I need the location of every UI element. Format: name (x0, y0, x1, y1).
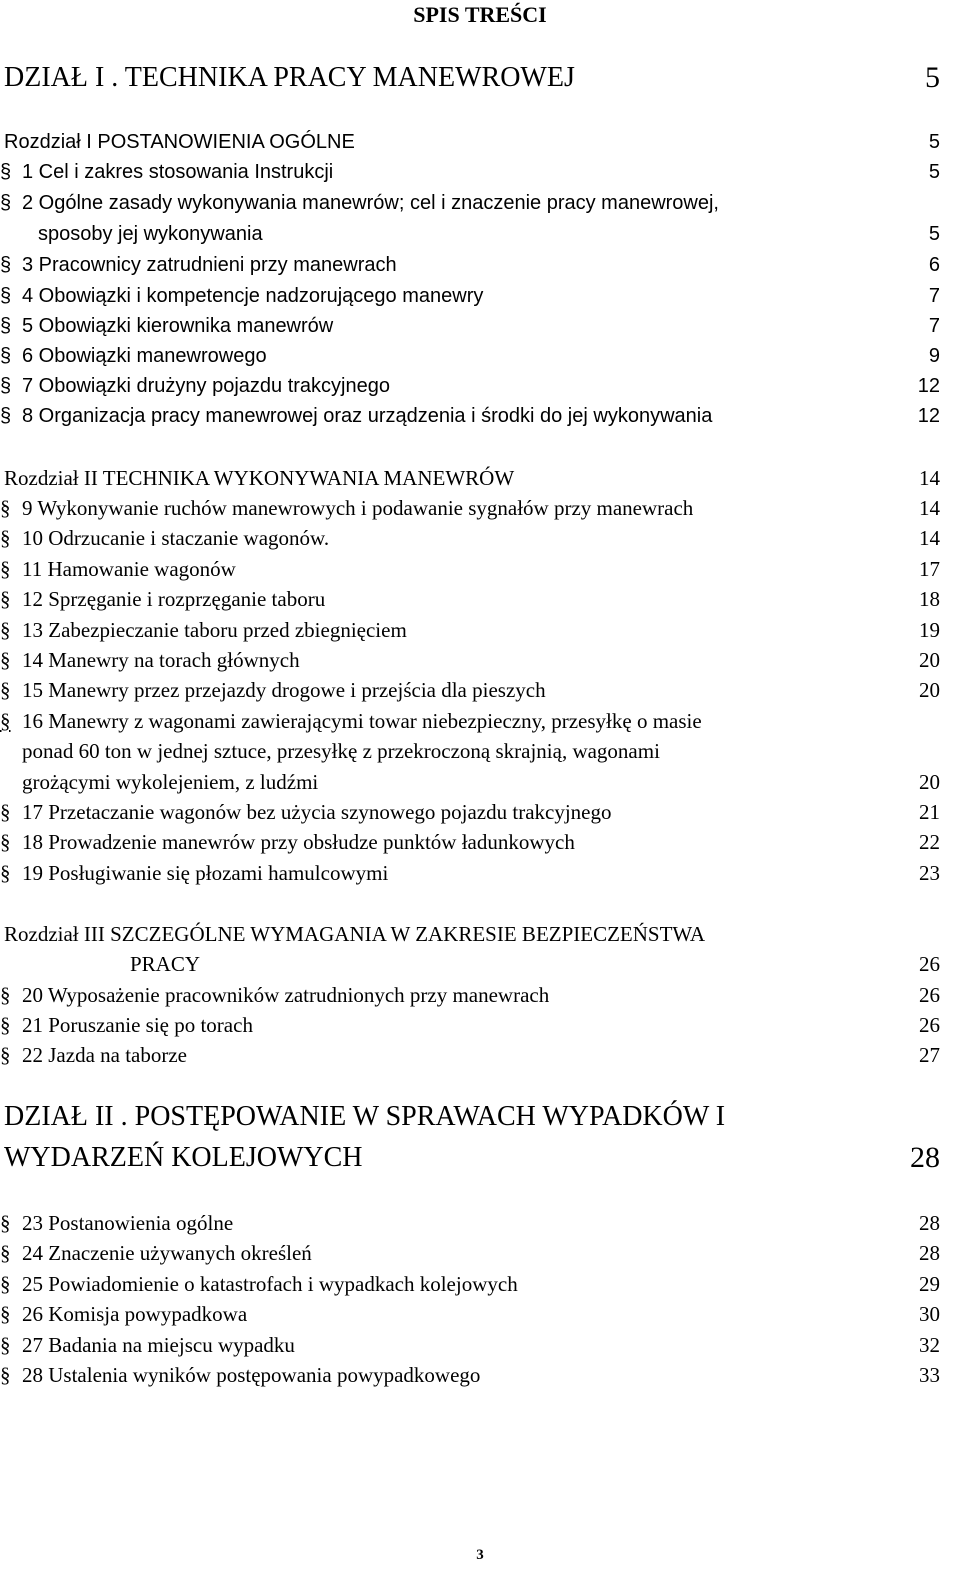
chapter-heading-text: Rozdział II TECHNIKA WYKONYWANIA MANEWRÓW (4, 466, 515, 490)
toc-entry[interactable] (0, 1333, 960, 1358)
section-symbol: § (0, 1333, 11, 1357)
entry-page: 28 (919, 1241, 940, 1265)
toc-entry[interactable] (0, 374, 960, 398)
entry-text: 16 Manewry z wagonami zawierającymi towar niebezpieczny, przesyłkę o masie (22, 709, 702, 733)
toc-entry[interactable] (0, 1043, 960, 1068)
chapter-heading-text: Rozdział I POSTANOWIENIA OGÓLNE (4, 131, 355, 153)
entry-text: ponad 60 ton w jednej sztuce, przesyłkę z przekroczoną skrajnią, wagonami (22, 739, 660, 763)
toc-entry[interactable] (0, 557, 960, 582)
entry-text: sposoby jej wykonywania (38, 223, 263, 245)
entry-page: 26 (919, 1013, 940, 1037)
entry-text: 1 Cel i zakres stosowania Instrukcji (22, 161, 334, 183)
chapter-heading (0, 130, 960, 154)
toc-entry[interactable] (0, 618, 960, 643)
part-heading-text: WYDARZEŃ KOLEJOWYCH (4, 1142, 363, 1173)
toc-entry[interactable] (0, 830, 960, 855)
part-heading (0, 1100, 960, 1134)
entry-page: 12 (917, 405, 940, 427)
entry-page: 14 (919, 526, 940, 550)
entry-page: 21 (919, 800, 940, 824)
entry-page: 17 (919, 557, 940, 581)
section-symbol: § (0, 526, 11, 550)
section-symbol: § (0, 1211, 11, 1235)
entry-text: 20 Wyposażenie pracowników zatrudnionych przy manewrach (22, 983, 550, 1007)
section-symbol: § (0, 315, 12, 337)
toc-entry[interactable] (0, 1211, 960, 1236)
section-symbol: § (0, 161, 12, 183)
entry-page: 30 (919, 1302, 940, 1326)
toc-entry[interactable] (0, 678, 960, 703)
entry-text: 5 Obowiązki kierownika manewrów (22, 315, 334, 337)
section-symbol: § (0, 800, 11, 824)
entry-page: 32 (919, 1333, 940, 1357)
chapter-heading-page: 14 (919, 466, 940, 490)
toc-entry-continuation[interactable] (0, 770, 960, 795)
toc-entry[interactable] (0, 1302, 960, 1327)
section-symbol: § (0, 557, 11, 581)
part-heading-text: DZIAŁ II . POSTĘPOWANIE W SPRAWACH WYPADKÓW I (4, 1101, 726, 1132)
toc-entry[interactable] (0, 1272, 960, 1297)
toc-entry[interactable] (0, 709, 960, 734)
entry-page: 22 (919, 830, 940, 854)
entry-page: 18 (919, 587, 940, 611)
entry-text: 9 Wykonywanie ruchów manewrowych i podawanie sygnałów przy manewrach (22, 496, 694, 520)
section-symbol: § (0, 983, 11, 1007)
section-symbol: § (0, 1302, 11, 1326)
section-symbol: § (0, 1241, 11, 1265)
entry-page: 5 (928, 223, 940, 245)
section-symbol: § (0, 192, 12, 214)
part-heading-text: DZIAŁ I . TECHNIKA PRACY MANEWROWEJ (4, 62, 575, 93)
part-heading-page: 5 (925, 61, 940, 94)
entry-page: 23 (919, 861, 940, 885)
entry-text: 19 Posługiwanie się płozami hamulcowymi (22, 861, 389, 885)
toc-entry[interactable] (0, 861, 960, 886)
entry-text: 11 Hamowanie wagonów (22, 557, 236, 581)
toc-entry[interactable] (0, 587, 960, 612)
chapter-heading (0, 466, 960, 491)
chapter-heading-page: 26 (919, 952, 940, 976)
section-symbol: § (0, 254, 12, 276)
section-symbol: § (0, 1272, 11, 1296)
entry-page: 19 (919, 618, 940, 642)
chapter-heading-page: 5 (928, 131, 940, 153)
section-symbol: § (0, 285, 12, 307)
entry-text: 22 Jazda na taborze (22, 1043, 187, 1067)
toc-entry[interactable] (0, 496, 960, 521)
entry-page: 20 (919, 678, 940, 702)
toc-entry[interactable] (0, 983, 960, 1008)
toc-entry[interactable] (0, 314, 960, 338)
section-symbol: § (0, 709, 11, 733)
entry-text: 25 Powiadomienie o katastrofach i wypadkach kolejowych (22, 1272, 518, 1296)
section-symbol: § (0, 587, 11, 611)
section-symbol: § (0, 830, 11, 854)
toc-entry[interactable] (0, 526, 960, 551)
entry-page: 28 (919, 1211, 940, 1235)
entry-page: 27 (919, 1043, 940, 1067)
toc-entry[interactable] (0, 160, 960, 184)
section-symbol: § (0, 496, 11, 520)
chapter-heading-continuation (0, 952, 960, 977)
toc-entry[interactable] (0, 404, 960, 428)
toc-entry[interactable] (0, 800, 960, 825)
entry-text: 13 Zabezpieczanie taboru przed zbiegnięciem (22, 618, 407, 642)
toc-entry[interactable] (0, 1241, 960, 1266)
entry-text: 27 Badania na miejscu wypadku (22, 1333, 295, 1357)
section-symbol: § (0, 678, 11, 702)
entry-page: 5 (928, 161, 940, 183)
entry-page: 29 (919, 1272, 940, 1296)
entry-page: 26 (919, 983, 940, 1007)
entry-text: 2 Ogólne zasady wykonywania manewrów; cel i znaczenie pracy manewrowej, (22, 192, 719, 214)
section-symbol: § (0, 648, 11, 672)
chapter-heading (0, 922, 960, 947)
section-symbol: § (0, 1013, 11, 1037)
entry-page: 33 (919, 1363, 940, 1387)
toc-entry[interactable] (0, 648, 960, 673)
section-symbol: § (0, 375, 12, 397)
part-heading (0, 61, 960, 95)
section-symbol: § (0, 618, 11, 642)
entry-page: 14 (919, 496, 940, 520)
entry-text: 17 Przetaczanie wagonów bez użycia szynowego pojazdu trakcyjnego (22, 800, 612, 824)
toc-entry-continuation[interactable] (0, 222, 960, 246)
entry-text: 10 Odrzucanie i staczanie wagonów. (22, 526, 330, 550)
part-heading-continuation (0, 1141, 960, 1175)
entry-text: 23 Postanowienia ogólne (22, 1211, 234, 1235)
part-heading-page: 28 (910, 1141, 940, 1174)
entry-page: 6 (928, 254, 940, 276)
toc-entry[interactable] (0, 1363, 960, 1388)
toc-entry[interactable] (0, 191, 960, 215)
entry-page: 20 (919, 770, 940, 794)
toc-entry-continuation[interactable] (0, 739, 960, 764)
entry-text: 14 Manewry na torach głównych (22, 648, 300, 672)
entry-text: 7 Obowiązki drużyny pojazdu trakcyjnego (22, 375, 390, 397)
chapter-heading-text: PRACY (130, 952, 201, 976)
section-symbol: § (0, 405, 12, 427)
entry-text: 12 Sprzęganie i rozprzęganie taboru (22, 587, 326, 611)
section-symbol: § (0, 345, 12, 367)
page-title: SPIS TREŚCI (413, 2, 547, 27)
toc-entry[interactable] (0, 284, 960, 308)
toc-entry[interactable] (0, 253, 960, 277)
page-number: 3 (476, 1547, 484, 1563)
section-symbol: § (0, 1043, 11, 1067)
entry-text: 21 Poruszanie się po torach (22, 1013, 253, 1037)
section-symbol: § (0, 861, 11, 885)
entry-text: grożącymi wykolejeniem, z ludźmi (22, 770, 319, 794)
entry-text: 3 Pracownicy zatrudnieni przy manewrach (22, 254, 397, 276)
toc-entry[interactable] (0, 1013, 960, 1038)
entry-text: 15 Manewry przez przejazdy drogowe i przejścia dla pieszych (22, 678, 546, 702)
toc-entry[interactable] (0, 344, 960, 368)
entry-page: 9 (928, 345, 940, 367)
entry-text: 4 Obowiązki i kompetencje nadzorującego manewry (22, 285, 484, 307)
entry-page: 7 (928, 285, 940, 307)
entry-text: 6 Obowiązki manewrowego (22, 345, 267, 367)
section-symbol: § (0, 1363, 11, 1387)
entry-page: 20 (919, 648, 940, 672)
chapter-heading-text: Rozdział III SZCZEGÓLNE WYMAGANIA W ZAKRESIE BEZPIECZEŃSTWA (4, 922, 706, 946)
entry-page: 12 (917, 375, 940, 397)
entry-text: 28 Ustalenia wyników postępowania powypadkowego (22, 1363, 481, 1387)
entry-text: 18 Prowadzenie manewrów przy obsłudze punktów ładunkowych (22, 830, 575, 854)
entry-text: 8 Organizacja pracy manewrowej oraz urządzenia i środki do jej wykonywania (22, 405, 713, 427)
entry-text: 24 Znaczenie używanych określeń (22, 1241, 312, 1265)
entry-page: 7 (928, 315, 940, 337)
entry-text: 26 Komisja powypadkowa (22, 1302, 248, 1326)
